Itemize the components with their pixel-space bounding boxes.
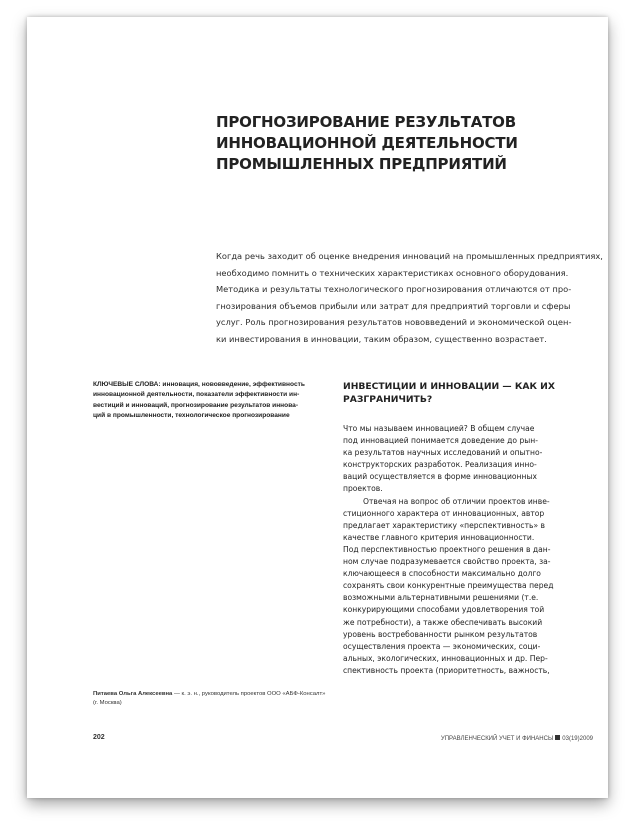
lead-line: ки инвестирования в инновации, таким образом, существенно возрастает.: [216, 333, 547, 344]
author-info: [93, 690, 338, 708]
keywords-line: вестиций и инноваций, прогнозирование результатов иннова-: [93, 401, 299, 409]
journal-page: [27, 17, 608, 798]
heading-line: РАЗГРАНИЧИТЬ?: [343, 394, 433, 405]
keywords-line: ций в промышленности, технологическое прогнозирование: [93, 411, 290, 419]
body-line: под инновацией понимается доведение до рын-: [343, 436, 538, 446]
body-line: спективность проекта (приоритетность, важность,: [343, 665, 550, 675]
body-line: возможными альтернативными решениями (т.е.: [343, 593, 539, 603]
article-title: [216, 112, 556, 175]
body-line: осуществления проекта — экономических, соци-: [343, 641, 541, 651]
body-line: конкурирующими способами удовлетворения той: [343, 605, 545, 615]
body-line: ка результатов научных исследований и опытно-: [343, 448, 543, 458]
lead-line: услуг. Роль прогнозирования результатов нововведений и экономической оцен-: [216, 317, 572, 328]
keywords-line: инновационной деятельности, показатели эффективности ин-: [93, 391, 300, 399]
lead-line: Когда речь заходит об оценке внедрения инноваций на промышленных предприятиях,: [216, 251, 603, 261]
title-line: ПРОМЫШЛЕННЫХ ПРЕДПРИЯТИЙ: [216, 155, 507, 173]
lead-line: Методика и результаты технологического прогнозирования отличаются от про-: [216, 284, 572, 295]
title-line: ИННОВАЦИОННОЙ ДЕЯТЕЛЬНОСТИ: [216, 134, 518, 152]
journal-name: УПРАВЛЕНЧЕСКИЙ УЧЕТ И ФИНАНСЫ: [440, 736, 554, 742]
body-line: ваций осуществляется в форме инновационных: [343, 472, 537, 482]
journal-footer: [413, 735, 593, 742]
square-bullet-icon: [555, 735, 560, 740]
author-details: — к. э. н., руководитель проектов ООО «АБФ-Консалт»: [172, 691, 326, 697]
body-line: предлагает характеристику «перспективность» в: [343, 520, 546, 530]
author-name: Питаева Ольга Алексеевна: [93, 691, 173, 697]
body-line: же потребности), а также обеспечивать высокий: [343, 617, 543, 627]
author-city: (г. Москва): [93, 700, 122, 706]
lead-paragraph: [216, 248, 603, 348]
section-heading: [343, 380, 593, 406]
body-line: проектов.: [343, 484, 383, 494]
body-line: Отвечая на вопрос об отличии проектов инве-: [363, 496, 550, 506]
body-line: качестве главного критерия инновационности.: [343, 532, 535, 542]
body-line: уровень востребованности рынком результатов: [343, 629, 538, 639]
body-line: конструкторских разработок. Реализация инно-: [343, 460, 537, 470]
keywords-line: КЛЮЧЕВЫЕ СЛОВА: инновация, нововведение, эффективность: [93, 381, 305, 388]
body-line: Под перспективностью проектного решения в дан-: [343, 544, 551, 554]
body-text: [343, 423, 593, 677]
body-line: ном случае подразумевается свойство проекта, за-: [343, 557, 551, 567]
lead-line: гнозирования объемов прибыли или затрат для предприятий торговли и сферы: [216, 300, 571, 311]
body-line: ключающееся в способности максимально долго: [343, 569, 541, 579]
keywords-block: [93, 380, 333, 421]
body-line: сохранять свои конкурентные преимущества перед: [343, 581, 554, 591]
author-line: [93, 690, 338, 699]
body-line: стиционного характера от инновационных, автор: [343, 508, 545, 518]
page-number: 202: [93, 734, 105, 741]
heading-line: ИНВЕСТИЦИИ И ИННОВАЦИИ — КАК ИХ: [343, 381, 555, 392]
body-line: Что мы называем инновацией? В общем случае: [343, 424, 535, 433]
journal-issue: 03(19)2009: [562, 736, 593, 742]
title-line: ПРОГНОЗИРОВАНИЕ РЕЗУЛЬТАТОВ: [216, 113, 516, 131]
body-line: альных, экологических, инновационных и др. Пер-: [343, 653, 548, 663]
lead-line: необходимо помнить о технических характеристиках основного оборудования.: [216, 267, 569, 278]
